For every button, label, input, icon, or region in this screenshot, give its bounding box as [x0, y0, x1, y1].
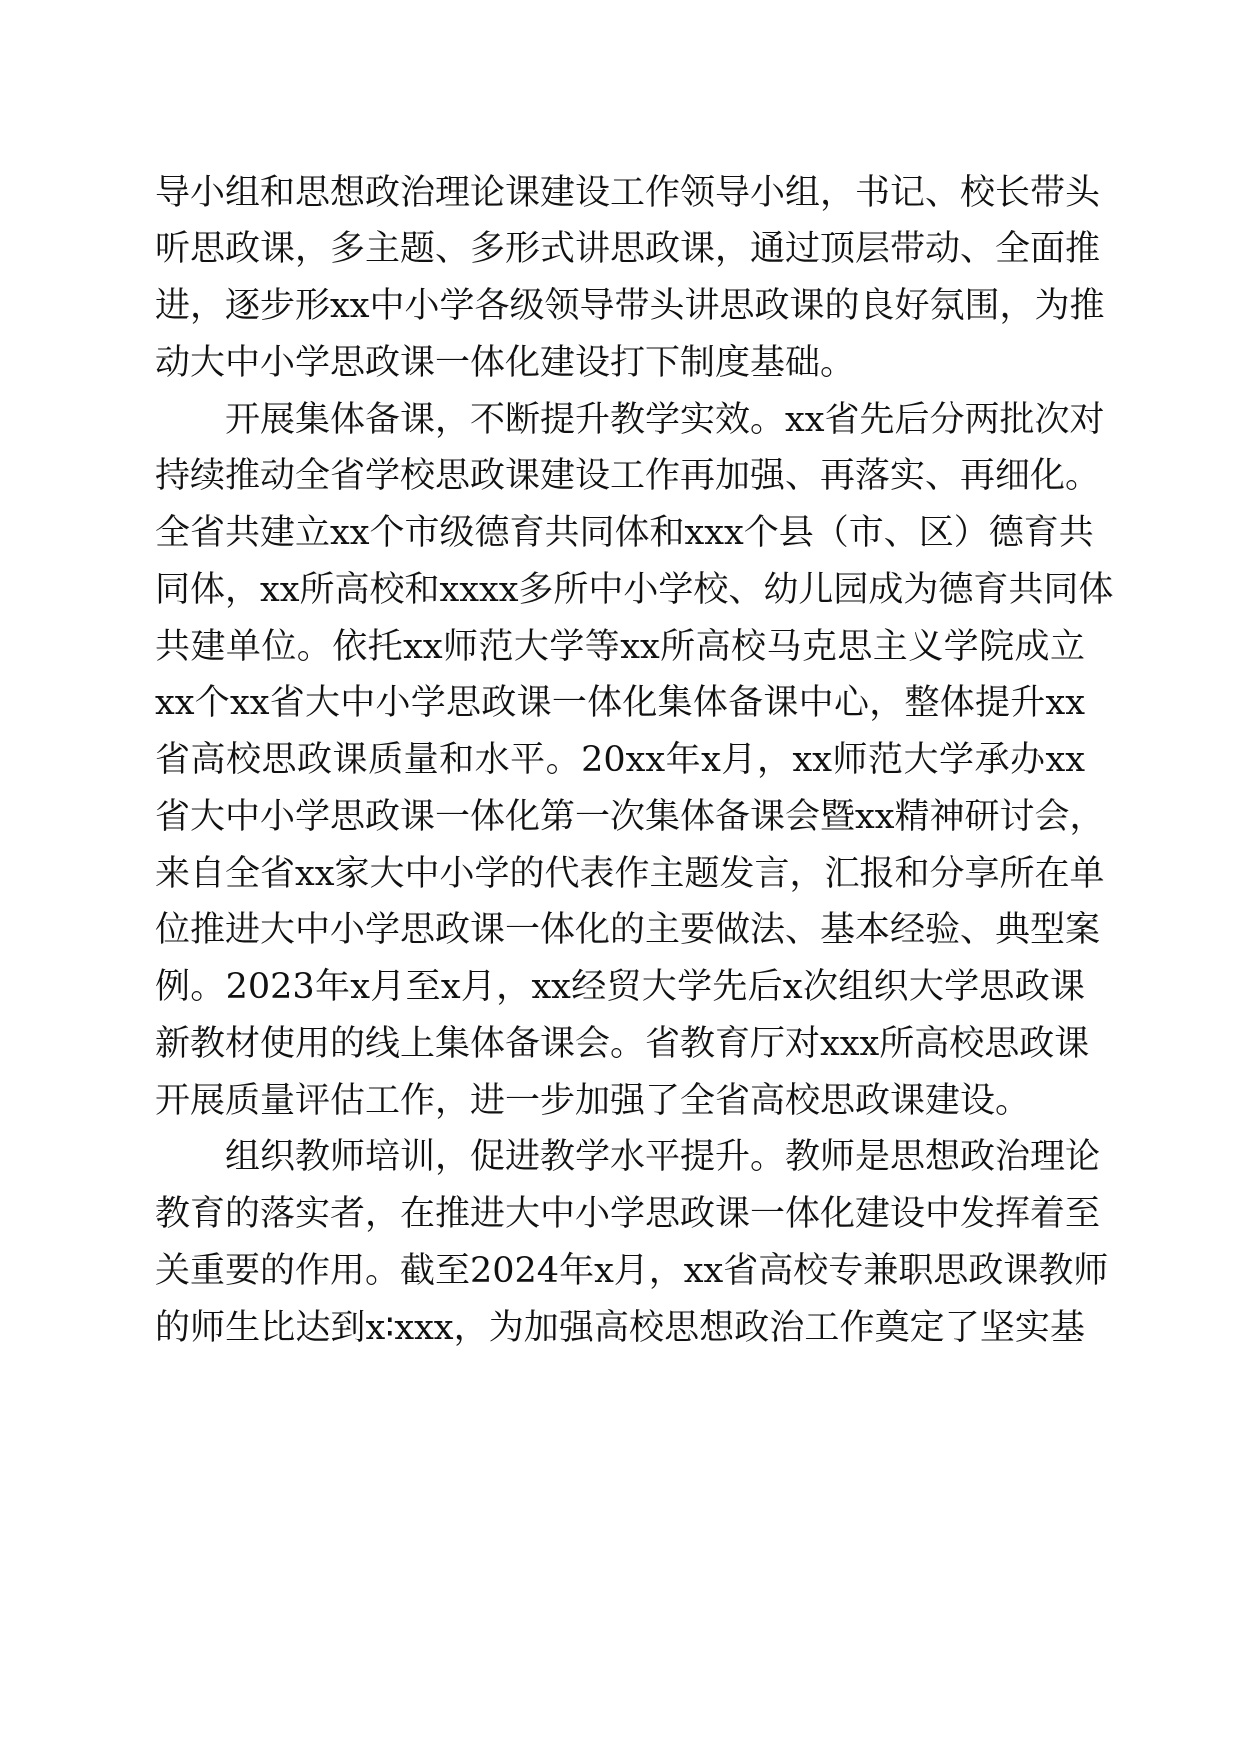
text-line: 关重要的作用。截至2024年x月，xx省高校专兼职思政课教师: [155, 1251, 1109, 1291]
text-line: 开展质量评估工作，进一步加强了全省高校思政课建设。: [155, 1081, 1031, 1121]
text-line: 新教材使用的线上集体备课会。省教育厅对xxx所高校思政课: [155, 1024, 1090, 1064]
text-line: 听思政课，多主题、多形式讲思政课，通过顶层带动、全面推: [155, 229, 1101, 269]
text-line: 动大中小学思政课一体化建设打下制度基础。: [155, 343, 856, 383]
text-line: 教育的落实者，在推进大中小学思政课一体化建设中发挥着至: [155, 1194, 1101, 1234]
text-line: xx个xx省大中小学思政课一体化集体备课中心，整体提升xx: [155, 683, 1085, 723]
text-line: 进，逐步形xx中小学各级领导带头讲思政课的良好氛围，为推: [155, 286, 1105, 326]
text-line: 例。2023年x月至x月，xx经贸大学先后x次组织大学思政课: [155, 967, 1085, 1007]
text-line: 来自全省xx家大中小学的代表作主题发言，汇报和分享所在单: [155, 854, 1105, 894]
text-line: 共建单位。依托xx师范大学等xx所高校马克思主义学院成立: [155, 627, 1085, 667]
text-line: 省大中小学思政课一体化第一次集体备课会暨xx精神研讨会，: [155, 797, 1105, 837]
text-line: 的师生比达到x∶xxx，为加强高校思想政治工作奠定了坚实基: [155, 1308, 1085, 1348]
text-line: 位推进大中小学思政课一体化的主要做法、基本经验、典型案: [155, 910, 1101, 950]
paragraph-first-line: 组织教师培训，促进教学水平提升。教师是思想政治理论: [225, 1137, 1101, 1177]
text-line: 省高校思政课质量和水平。20xx年x月，xx师范大学承办xx: [155, 740, 1085, 780]
text-line: 全省共建立xx个市级德育共同体和xxx个县（市、区）德育共: [155, 513, 1094, 553]
text-line: 导小组和思想政治理论课建设工作领导小组，书记、校长带头: [155, 173, 1101, 213]
text-line: 同体，xx所高校和xxxx多所中小学校、幼儿园成为德育共同体: [155, 570, 1114, 610]
text-line: 持续推动全省学校思政课建设工作再加强、再落实、再细化。: [155, 456, 1101, 496]
paragraph-first-line: 开展集体备课，不断提升教学实效。xx省先后分两批次对: [225, 400, 1105, 440]
